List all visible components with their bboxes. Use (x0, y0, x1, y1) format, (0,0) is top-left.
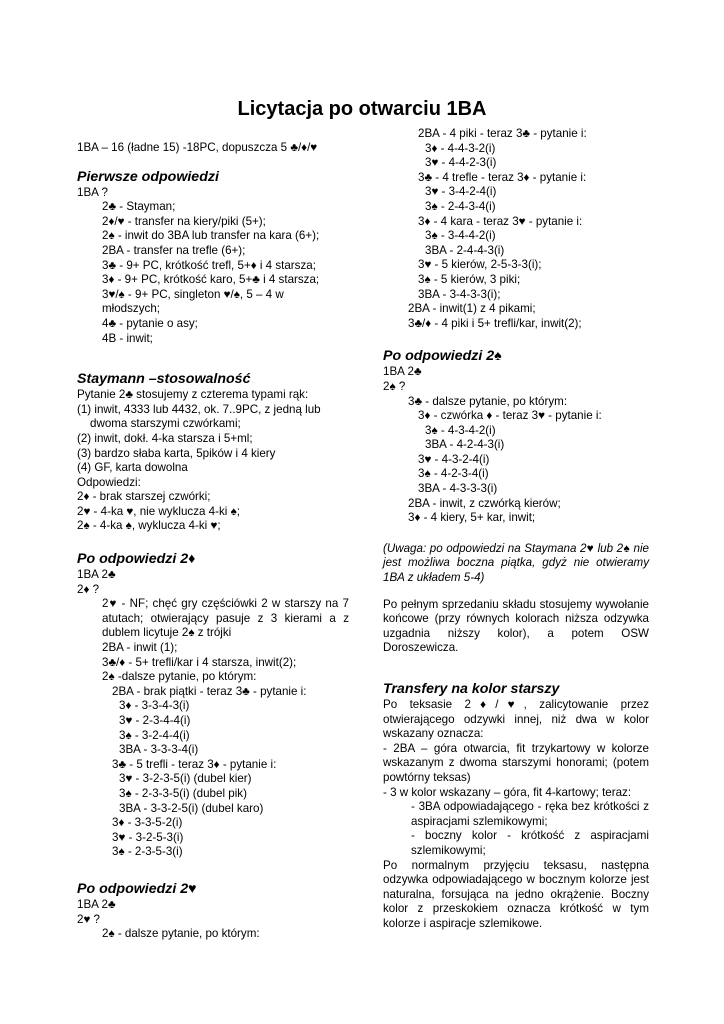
text-line: 4♣ - pytanie o asy; (102, 316, 198, 330)
text-line: - 2BA – góra otwarcia, fit trzykartowy w kolorze wskazanym z dwoma starszymi honorami; (potem powtórny teksas) (383, 741, 649, 784)
text-line: 3♥ - 4-3-2-4(i) (418, 452, 490, 466)
spacer (77, 346, 349, 370)
text-line: Po pełnym sprzedaniu składu stosujemy wywołanie końcowe (przy równych kolorach niższa odzywka uzgadnia niższy kolor), a potem OSW Doroszewicza. (383, 597, 649, 655)
text-line: 3♠ - 3-2-4-4(i) (119, 728, 190, 742)
text-line: (1) inwit, 4333 lub 4432, ok. 7..9PC, z jedną lub (77, 402, 321, 416)
text-line: 2BA - brak piątki - teraz 3♣ - pytanie i: (112, 684, 307, 698)
text-line: 2♦ - brak starszej czwórki; (77, 490, 211, 504)
text-line: 2♥ ? (77, 912, 101, 926)
text-line: 2♠ - 4-ka ♠, wyklucza 4-ki ♥; (77, 519, 221, 533)
text-line: 2BA - transfer na trefle (6+); (102, 243, 246, 257)
text-line: 3BA - 3-3-2-5(i) (dubel karo) (119, 801, 264, 815)
text-line: 3♣/♦ - 5+ trefli/kar i 4 starsza, inwit(2); (102, 655, 297, 669)
text-line: 3♠ - 5 kierów, 3 piki; (418, 272, 521, 286)
text-line: 2♠ - inwit do 3BA lub transfer na kara (6+); (102, 229, 320, 243)
text-line: 3BA - 4-2-4-3(i) (425, 438, 505, 452)
text-line: 1BA – 16 (ładne 15) -18PC, dopuszcza 5 ♣/♦/♥ (77, 141, 318, 154)
section-heading: Pierwsze odpowiedzi (77, 168, 219, 185)
text-line: 2BA - inwit (1); (102, 641, 178, 655)
text-line: 3♠ - 3-4-4-2(i) (425, 229, 496, 243)
text-line: 3♦ - 9+ PC, krótkość karo, 5+♣ i 4 starsza; (102, 273, 320, 287)
section-heading: Po odpowiedzi 2♠ (383, 348, 502, 365)
text-line: 3♥ - 2-3-4-4(i) (119, 714, 191, 727)
text-line: 2♠ - dalsze pytanie, po którym: (102, 927, 260, 941)
section-heading: Po odpowiedzi 2♦ (77, 551, 196, 568)
text-line: Odpowiedzi: (77, 475, 141, 489)
text-line: 3♦ - 4 kiery, 5+ kar, inwit; (408, 511, 536, 525)
left-column (77, 141, 349, 942)
text-line: 1BA 2♣ (77, 568, 116, 582)
text-line: 2♥ - NF; chęć gry częściówki 2 w starszy na 7 atutach; otwierający pasuje z 3 kierami a z dublem licytuje 2♠ z trójki (102, 597, 349, 640)
text-line: 3♦ - 3-3-5-2(i) (112, 816, 183, 830)
text-line: (3) bardzo słaba karta, 5pików i 4 kiery (77, 446, 276, 460)
text-line: 3♥ - 3-2-5-3(i) (112, 830, 184, 844)
text-line: 1BA 2♣ (383, 365, 422, 379)
spacer (383, 656, 649, 680)
text-line: 3♥ - 3-4-2-4(i) (425, 185, 497, 199)
text-line: 3♠ - 2-4-3-4(i) (425, 199, 496, 213)
text-line: 3♠ - 2-3-5-3(i) (112, 845, 183, 859)
text-line: 4B - inwit; (102, 331, 153, 345)
text-line: 3♥ - 5 kierów, 2-5-3-3(i); (418, 258, 542, 272)
text-line: 3♣ - 4 trefle - teraz 3♦ - pytanie i: (418, 170, 587, 184)
spacer (77, 156, 349, 168)
text-line: 1BA ? (77, 185, 108, 199)
spacer (77, 860, 349, 880)
text-line: Po teksasie 2♦/♥, zalicytowanie przez otwierającego odzywki innej, niż dwa w kolor wskazany oznacza: (383, 698, 649, 741)
text-line: 2♥ - 4-ka ♥, nie wyklucza 4-ki ♠; (77, 504, 240, 518)
text-line: Po normalnym przyjęciu teksasu, następna odzywka odpowiadającego w bocznym kolorze jest naturalna, forsująca na jedno okrążenie. Boczny kolor z przeskokiem oznacza krótkość w tym kolorze i aspiracje szlemikowe. (383, 858, 649, 930)
text-line: 3♦ - 3-3-4-3(i) (119, 699, 190, 713)
text-line: (Uwaga: po odpowiedzi na Staymana 2♥ lub 2♠ nie jest możliwa boczna piątka, gdyż nie otwieramy 1BA z układem 5-4) (383, 541, 649, 585)
text-line: 3BA - 2-4-4-3(i) (425, 243, 505, 257)
spacer (383, 331, 649, 347)
page-title: Licytacja po otwarciu 1BA (237, 98, 487, 120)
section-heading: Staymann –stosowalność (77, 371, 251, 388)
text-line: 3♣ - dalsze pytanie, po którym: (408, 394, 568, 408)
text-line: (2) inwit, dokł. 4-ka starsza i 5+ml; (77, 431, 253, 445)
text-line: dwoma starszymi czwórkami; (90, 417, 241, 431)
spacer (383, 586, 649, 598)
text-line: 3♣/♦ - 4 piki i 5+ trefli/kar, inwit(2); (408, 316, 582, 330)
text-line: 2♦ ? (77, 582, 100, 596)
spacer (77, 534, 349, 550)
text-line: - boczny kolor - krótkość z aspiracjami szlemikowymi; (411, 829, 649, 857)
text-line: 3♠ - 4-3-4-2(i) (425, 423, 496, 437)
spacer (383, 526, 649, 542)
text-line: 3♠ - 2-3-3-5(i) (dubel pik) (119, 786, 247, 800)
text-line: młodszych; (102, 302, 160, 316)
text-line: 3♥ - 3-2-3-5(i) (dubel kier) (119, 772, 252, 786)
text-line: 3BA - 3-3-3-4(i) (119, 743, 199, 757)
section-heading: Po odpowiedzi 2♥ (77, 880, 197, 897)
text-line: 2BA - inwit, z czwórką kierów; (408, 496, 561, 510)
text-line: 3♥ - 4-4-2-3(i) (425, 156, 497, 170)
text-line: 2BA - inwit(1) z 4 pikami; (408, 302, 536, 316)
text-line: 2♠ ? (383, 379, 406, 393)
text-line: (4) GF, karta dowolna (77, 461, 188, 475)
text-line: 3♦ - 4 kara - teraz 3♥ - pytanie i: (418, 214, 583, 228)
text-line: 3BA - 4-3-3-3(i) (418, 482, 498, 496)
text-line: 3♦ - czwórka ♦ - teraz 3♥ - pytanie i: (418, 409, 602, 423)
text-line: 3♣ - 5 trefli - teraz 3♦ - pytanie i: (112, 757, 277, 771)
text-line: 3♠ - 4-2-3-4(i) (418, 467, 489, 481)
text-line: Pytanie 2♣ stosujemy z czterema typami rąk: (77, 388, 309, 402)
text-line: - 3BA odpowiadającego - ręka bez krótkości z aspiracjami szlemikowymi; (411, 800, 649, 828)
text-line: 2BA - 4 piki - teraz 3♣ - pytanie i: (418, 127, 587, 140)
text-line: 2♣ - Stayman; (102, 200, 176, 214)
text-line: 2♠ -dalsze pytanie, po którym: (102, 670, 257, 684)
text-line: 3♦ - 4-4-3-2(i) (425, 141, 496, 155)
section-heading: Transfery na kolor starszy (383, 681, 560, 697)
right-column (383, 127, 649, 932)
text-line: 3BA - 3-4-3-3(i); (418, 287, 501, 301)
text-line: 1BA 2♣ (77, 897, 116, 911)
text-line: 2♦/♥ - transfer na kiery/piki (5+); (102, 214, 266, 228)
text-line: 3♣ - 9+ PC, krótkość trefl, 5+♦ i 4 starsza; (102, 258, 316, 272)
text-line: 3♥/♠ - 9+ PC, singleton ♥/♠, 5 – 4 w (102, 287, 284, 301)
text-line: - 3 w kolor wskazany – góra, fit 4-kartowy; teraz: (383, 785, 632, 799)
